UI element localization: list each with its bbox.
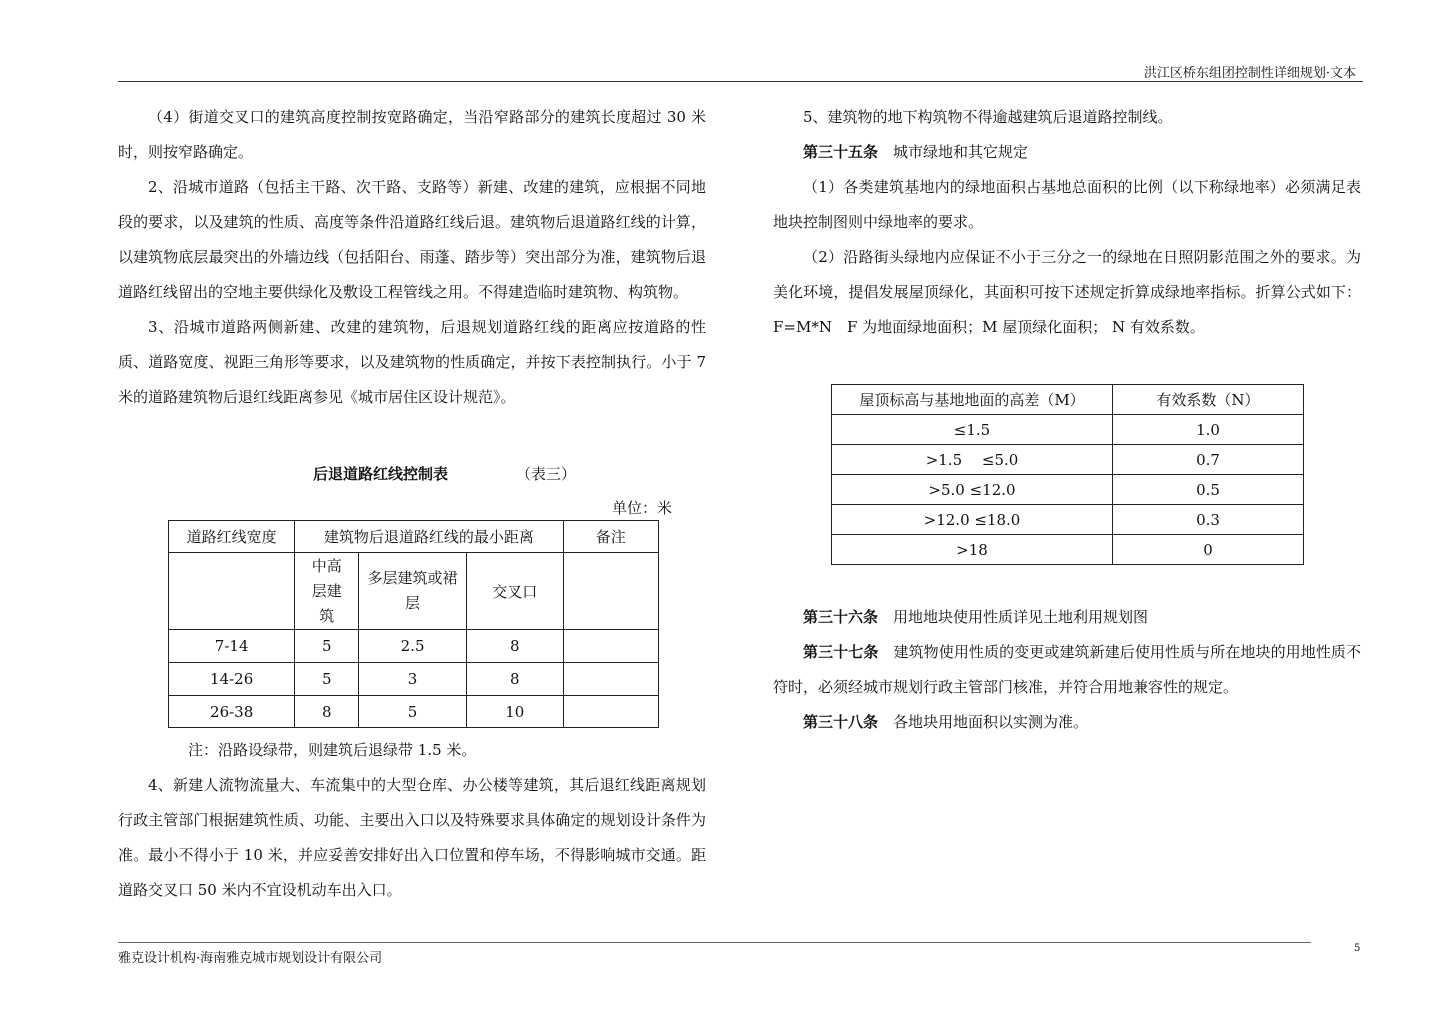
header-min-distance: 建筑物后退道路红线的最小距离 [295, 521, 563, 553]
cell-note [563, 663, 659, 696]
table-header-row [832, 385, 1304, 415]
article-37-text: 建筑物使用性质的变更或建筑新建后使用性质与所在地块的用地性质不符时，必须经城市规划行政主管部门核准，并符合用地兼容性的规定。 [773, 643, 1361, 696]
left-column-bottom [118, 768, 706, 908]
paragraph-crossroad-height: （4）街道交叉口的建筑高度控制按宽路确定，当沿窄路部分的建筑长度超过 30 米时，则按窄路确定。 [118, 108, 706, 161]
cell-multi-storey: 3 [359, 663, 467, 696]
article-35-text: 城市绿地和其它规定 [893, 143, 1029, 161]
table-row [169, 696, 659, 728]
header-rule [118, 81, 1363, 82]
cell-height-difference: >1.5 ≤5.0 [832, 445, 1113, 475]
cell-road-width: 26-38 [169, 696, 295, 728]
article-36-text: 用地地块使用性质详见土地利用规划图 [893, 608, 1149, 626]
cell-coefficient: 1.0 [1113, 415, 1304, 445]
cell-coefficient: 0.5 [1113, 475, 1304, 505]
table-row [832, 505, 1304, 535]
article-36 [773, 600, 1361, 635]
table3-number: （表三） [516, 465, 577, 483]
document-header-title: 洪江区桥东组团控制性详细规划·文本 [1143, 66, 1356, 81]
cell-height-difference: >12.0 ≤18.0 [832, 505, 1113, 535]
cell-height-difference: >18 [832, 535, 1113, 565]
footer-organization: 雅克设计机构·海南雅克城市规划设计有限公司 [118, 951, 383, 966]
paragraph-green-ratio: （1）各类建筑基地内的绿地面积占基地总面积的比例（以下称绿地率）必须满足表地块控制图则中绿地率的要求。 [773, 178, 1361, 231]
table-header-row [169, 521, 659, 553]
cell-height-difference: >5.0 ≤12.0 [832, 475, 1113, 505]
cell-note [563, 696, 659, 728]
subheader-high-rise-text: 中高层建筑 [311, 556, 342, 625]
table-row [832, 415, 1304, 445]
paragraph-underground-structures: 5、建筑物的地下构筑物不得逾越建筑后退道路控制线。 [803, 108, 1173, 126]
table3-unit: 单位：米 [612, 499, 673, 517]
subheader-high-rise [295, 553, 359, 630]
setback-control-table [168, 520, 659, 728]
cell-road-width: 14-26 [169, 663, 295, 696]
page-number: 5 [1354, 943, 1361, 954]
paragraph-roof-greening: （2）沿路街头绿地内应保证不小于三分之一的绿地在日照阴影范围之外的要求。为美化环境，提倡发展屋顶绿化，其面积可按下述规定折算成绿地率指标。折算公式如下：F=M*N F 为地面绿地面积；M 屋顶绿化面积； N 有效系数。 [773, 248, 1361, 336]
cell-road-width: 7-14 [169, 630, 295, 663]
subheader-multi-storey [359, 553, 467, 630]
table-row [169, 630, 659, 663]
table3-footnote: 注：沿路设绿带，则建筑后退绿带 1.5 米。 [188, 741, 477, 759]
right-column-top [773, 100, 1361, 345]
article-37 [773, 635, 1361, 705]
article-38-title: 第三十八条 [803, 713, 879, 731]
article-37-title: 第三十七条 [803, 643, 879, 661]
table-row [832, 445, 1304, 475]
table-subheader-row [169, 553, 659, 630]
right-column-bottom [773, 600, 1361, 740]
article-38 [773, 705, 1361, 740]
subheader-multi-storey-text: 多层建筑或裙层 [367, 569, 458, 612]
cell-high-rise: 5 [295, 663, 359, 696]
cell-coefficient: 0.3 [1113, 505, 1304, 535]
subheader-note-empty [563, 553, 659, 630]
left-column-top [118, 100, 706, 415]
article-35-title: 第三十五条 [803, 143, 879, 161]
footer-rule [118, 942, 1311, 943]
header-height-difference: 屋顶标高与基地地面的高差（M） [832, 385, 1113, 415]
subheader-empty [169, 553, 295, 630]
cell-multi-storey: 5 [359, 696, 467, 728]
article-35 [773, 135, 1361, 170]
cell-coefficient: 0 [1113, 535, 1304, 565]
cell-height-difference: ≤1.5 [832, 415, 1113, 445]
table3-title: 后退道路红线控制表 [313, 465, 449, 483]
header-road-width: 道路红线宽度 [169, 521, 295, 553]
cell-crossroad: 8 [467, 663, 563, 696]
cell-note [563, 630, 659, 663]
paragraph-setback-rule-3: 3、沿城市道路两侧新建、改建的建筑物，后退规划道路红线的距离应按道路的性质、道路宽度、视距三角形等要求，以及建筑物的性质确定，并按下表控制执行。小于 7 米的道路建筑物后退红线距离参见《城市居住区设计规范》。 [118, 318, 706, 406]
table-row [832, 475, 1304, 505]
article-36-title: 第三十六条 [803, 608, 879, 626]
table-row [169, 663, 659, 696]
cell-crossroad: 8 [467, 630, 563, 663]
table-row [832, 535, 1304, 565]
roof-coefficient-table [831, 384, 1304, 565]
paragraph-setback-rule-2: 2、沿城市道路（包括主干路、次干路、支路等）新建、改建的建筑，应根据不同地段的要求，以及建筑的性质、高度等条件沿道路红线后退。建筑物后退道路红线的计算，以建筑物底层最突出的外墙边线（包括阳台、雨蓬、踏步等）突出部分为准，建筑物后退道路红线留出的空地主要供绿化及敷设工程管线之用。不得建造临时建筑物、构筑物。 [118, 178, 706, 301]
header-coefficient: 有效系数（N） [1113, 385, 1304, 415]
cell-multi-storey: 2.5 [359, 630, 467, 663]
cell-crossroad: 10 [467, 696, 563, 728]
cell-high-rise: 8 [295, 696, 359, 728]
subheader-crossroad: 交叉口 [467, 553, 563, 630]
article-38-text: 各地块用地面积以实测为准。 [893, 713, 1089, 731]
header-note: 备注 [563, 521, 659, 553]
cell-high-rise: 5 [295, 630, 359, 663]
paragraph-large-building-setback: 4、新建人流物流量大、车流集中的大型仓库、办公楼等建筑，其后退红线距离规划行政主管部门根据建筑性质、功能、主要出入口以及特殊要求具体确定的规划设计条件为准。最小不得小于 10 米，并应妥善安排好出入口位置和停车场，不得影响城市交通。距道路交叉口 50 米内不宜设机动车出入口。 [118, 776, 706, 899]
cell-coefficient: 0.7 [1113, 445, 1304, 475]
